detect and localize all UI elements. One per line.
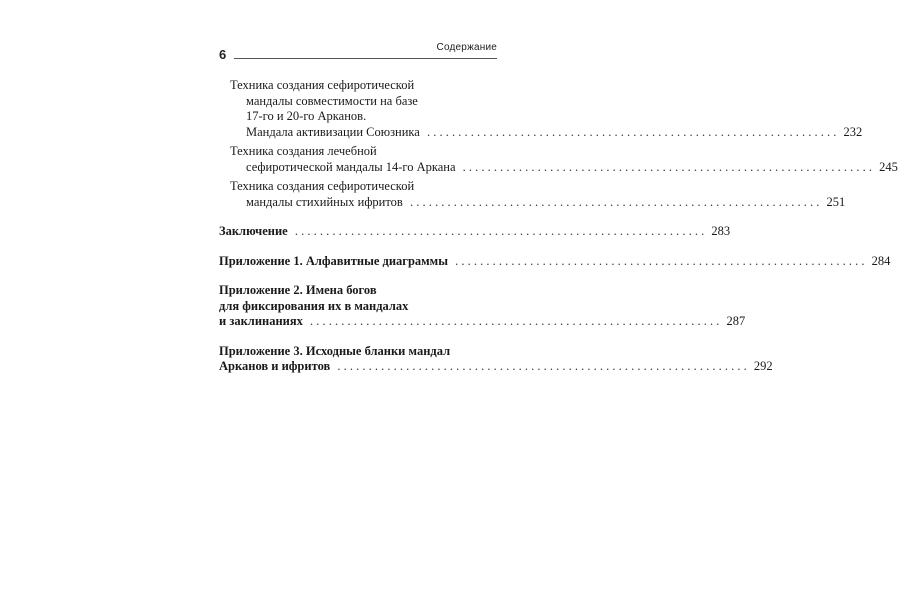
toc-entry-appendix-1[interactable]	[219, 253, 891, 270]
toc-entry-line: Приложение 3. Исходные бланки мандал	[219, 343, 451, 358]
toc-entry-last-line	[219, 359, 773, 375]
toc-entry-last-line	[230, 194, 846, 211]
toc-page-number: 284	[871, 253, 891, 268]
toc-entry-last-line	[230, 124, 863, 141]
toc-entry-text: мандалы стихийных ифритов	[246, 194, 403, 209]
toc-entry-conclusion[interactable]	[219, 224, 731, 240]
toc-entry-text: Арканов и ифритов	[219, 359, 331, 373]
toc-entry-line: 17-го и 20-го Арканов.	[246, 109, 367, 123]
toc-entry-line: мандалы совместимости на базе	[246, 93, 418, 108]
toc-entry-text: Мандала активизации Союзника	[246, 124, 420, 139]
toc-entry-line: Приложение 2. Имена богов	[219, 283, 377, 297]
toc-page-number: 287	[726, 314, 746, 328]
toc-page-number: 232	[843, 124, 863, 139]
dot-leader	[463, 160, 872, 174]
table-of-contents	[219, 78, 898, 375]
toc-page-number: 283	[711, 224, 731, 238]
toc-entry-text: и заклинаниях	[219, 314, 303, 328]
dot-leader	[295, 224, 704, 238]
toc-entry[interactable]	[219, 179, 846, 210]
dot-leader	[427, 125, 836, 139]
toc-entry[interactable]	[219, 144, 898, 175]
toc-entry-text: Заключение	[219, 224, 288, 238]
toc-entry-line: Техника создания лечебной	[230, 144, 377, 158]
toc-page-number: 251	[826, 194, 846, 209]
header-rule	[234, 58, 497, 59]
dot-leader	[410, 195, 819, 209]
toc-entry-appendix-3[interactable]	[219, 343, 773, 375]
toc-entry-last-line	[230, 159, 898, 176]
toc-entry-last-line	[219, 224, 731, 240]
toc-page-number: 245	[879, 159, 898, 174]
section-title: Содержание	[436, 42, 497, 53]
toc-entry-appendix-2[interactable]	[219, 283, 746, 330]
toc-entry-line: Техника создания сефиротической	[230, 78, 415, 92]
page-number: 6	[219, 47, 227, 62]
toc-entry-last-line	[219, 253, 891, 270]
toc-entry-text: сефиротической мандалы 14-го Аркана	[246, 159, 456, 174]
dot-leader	[310, 314, 719, 328]
toc-entry-line: Техника создания сефиротической	[230, 179, 415, 193]
toc-page-number: 292	[753, 359, 773, 373]
toc-entry-last-line	[219, 314, 746, 330]
toc-entry-line: для фиксирования их в мандалах	[219, 298, 409, 313]
toc-entry[interactable]	[219, 78, 863, 140]
page-header	[219, 42, 497, 66]
toc-entry-text: Приложение 1. Алфавитные диаграммы	[219, 253, 448, 268]
dot-leader	[337, 359, 746, 373]
dot-leader	[455, 254, 864, 268]
